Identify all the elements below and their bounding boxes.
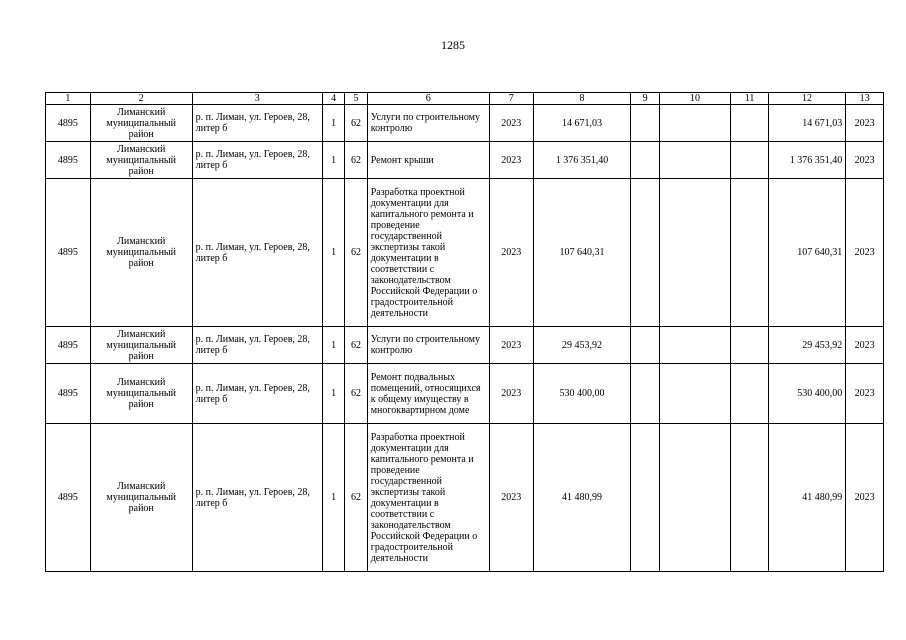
column-header: 7 (489, 93, 533, 105)
cell-col4: 1 (322, 424, 344, 572)
cell-col11 (731, 105, 769, 142)
works-table (45, 92, 884, 572)
cell-col10 (659, 105, 730, 142)
cell-col5: 62 (345, 327, 367, 364)
column-header: 11 (731, 93, 769, 105)
cell-cost: 14 671,03 (533, 105, 631, 142)
cell-id: 4895 (46, 142, 91, 179)
cell-work-type: Услуги по строительному контролю (367, 105, 489, 142)
cell-col4: 1 (322, 179, 344, 327)
table-row (46, 364, 884, 424)
cell-end-year: 2023 (846, 142, 884, 179)
header-row (46, 93, 884, 105)
cell-col10 (659, 364, 730, 424)
cell-district: Лиманский муниципальный район (90, 327, 192, 364)
cell-cost: 107 640,31 (533, 179, 631, 327)
cell-address: р. п. Лиман, ул. Героев, 28, литер б (192, 364, 322, 424)
cell-col9 (631, 142, 660, 179)
cell-cost: 41 480,99 (533, 424, 631, 572)
cell-col4: 1 (322, 364, 344, 424)
cell-col5: 62 (345, 364, 367, 424)
cell-year: 2023 (489, 327, 533, 364)
column-header: 10 (659, 93, 730, 105)
cell-year: 2023 (489, 364, 533, 424)
cell-end-year: 2023 (846, 424, 884, 572)
cell-id: 4895 (46, 327, 91, 364)
cell-col9 (631, 327, 660, 364)
table-row (46, 327, 884, 364)
cell-col4: 1 (322, 142, 344, 179)
column-header: 13 (846, 93, 884, 105)
cell-work-type: Услуги по строительному контролю (367, 327, 489, 364)
cell-work-type: Разработка проектной документации для капитального ремонта и проведение государственной экспертизы такой документации в соответствии с законодательством Российской Федерации о градостроительной деятельности (367, 179, 489, 327)
cell-end-year: 2023 (846, 179, 884, 327)
column-header: 12 (768, 93, 845, 105)
cell-col4: 1 (322, 105, 344, 142)
cell-district: Лиманский муниципальный район (90, 142, 192, 179)
cell-col11 (731, 424, 769, 572)
cell-total: 107 640,31 (768, 179, 845, 327)
cell-total: 14 671,03 (768, 105, 845, 142)
column-header: 3 (192, 93, 322, 105)
cell-district: Лиманский муниципальный район (90, 424, 192, 572)
cell-col5: 62 (345, 105, 367, 142)
cell-year: 2023 (489, 142, 533, 179)
cell-work-type: Разработка проектной документации для капитального ремонта и проведение государственной экспертизы такой документации в соответствии с законодательством Российской Федерации о градостроительной деятельности (367, 424, 489, 572)
column-header: 9 (631, 93, 660, 105)
cell-col11 (731, 142, 769, 179)
cell-district: Лиманский муниципальный район (90, 364, 192, 424)
cell-col11 (731, 327, 769, 364)
cell-address: р. п. Лиман, ул. Героев, 28, литер б (192, 327, 322, 364)
table-row (46, 105, 884, 142)
cell-id: 4895 (46, 424, 91, 572)
cell-col11 (731, 364, 769, 424)
cell-cost: 1 376 351,40 (533, 142, 631, 179)
cell-col9 (631, 364, 660, 424)
cell-col5: 62 (345, 424, 367, 572)
cell-cost: 530 400,00 (533, 364, 631, 424)
cell-total: 41 480,99 (768, 424, 845, 572)
cell-year: 2023 (489, 179, 533, 327)
cell-year: 2023 (489, 424, 533, 572)
column-header: 2 (90, 93, 192, 105)
table-row (46, 424, 884, 572)
cell-district: Лиманский муниципальный район (90, 105, 192, 142)
cell-year: 2023 (489, 105, 533, 142)
cell-district: Лиманский муниципальный район (90, 179, 192, 327)
table-row (46, 142, 884, 179)
cell-work-type: Ремонт подвальных помещений, относящихся к общему имуществу в многоквартирном доме (367, 364, 489, 424)
cell-col9 (631, 105, 660, 142)
page-number: 1285 (441, 38, 465, 52)
cell-id: 4895 (46, 179, 91, 327)
cell-work-type: Ремонт крыши (367, 142, 489, 179)
column-header: 8 (533, 93, 631, 105)
cell-col11 (731, 179, 769, 327)
cell-col5: 62 (345, 179, 367, 327)
cell-total: 1 376 351,40 (768, 142, 845, 179)
column-header: 5 (345, 93, 367, 105)
cell-address: р. п. Лиман, ул. Героев, 28, литер б (192, 179, 322, 327)
cell-col9 (631, 424, 660, 572)
cell-end-year: 2023 (846, 327, 884, 364)
cell-col10 (659, 179, 730, 327)
cell-end-year: 2023 (846, 105, 884, 142)
cell-col10 (659, 424, 730, 572)
cell-address: р. п. Лиман, ул. Героев, 28, литер б (192, 105, 322, 142)
cell-end-year: 2023 (846, 364, 884, 424)
cell-total: 530 400,00 (768, 364, 845, 424)
column-header: 4 (322, 93, 344, 105)
cell-col9 (631, 179, 660, 327)
column-header: 1 (46, 93, 91, 105)
column-header: 6 (367, 93, 489, 105)
cell-cost: 29 453,92 (533, 327, 631, 364)
cell-address: р. п. Лиман, ул. Героев, 28, литер б (192, 424, 322, 572)
cell-address: р. п. Лиман, ул. Героев, 28, литер б (192, 142, 322, 179)
cell-col10 (659, 142, 730, 179)
cell-col4: 1 (322, 327, 344, 364)
cell-id: 4895 (46, 364, 91, 424)
cell-col5: 62 (345, 142, 367, 179)
cell-col10 (659, 327, 730, 364)
table-row (46, 179, 884, 327)
cell-total: 29 453,92 (768, 327, 845, 364)
cell-id: 4895 (46, 105, 91, 142)
